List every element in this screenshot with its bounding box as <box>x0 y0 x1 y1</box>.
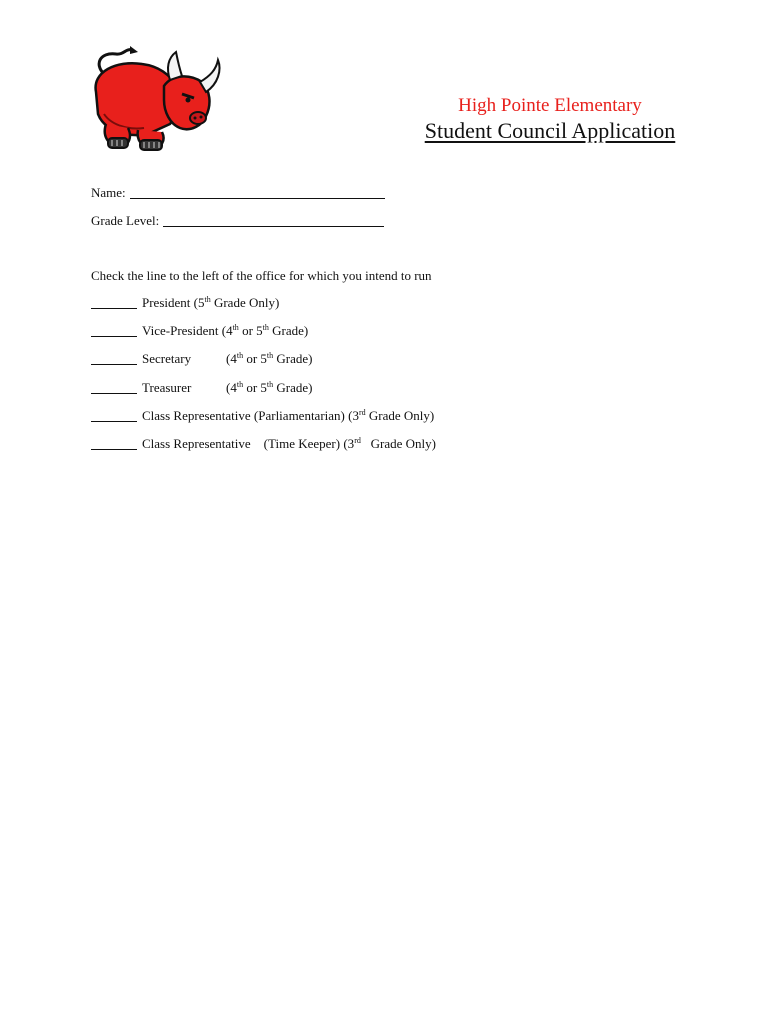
grade-level-input-line[interactable] <box>163 214 384 227</box>
office-option <box>91 351 436 379</box>
instructions-text: Check the line to the left of the office for which you intend to run <box>91 268 432 283</box>
office-option <box>91 408 436 436</box>
name-label: Name: <box>91 185 126 200</box>
grade-level-label: Grade Level: <box>91 213 160 228</box>
office-check-line[interactable] <box>91 409 137 422</box>
office-name: Class Representative (Time Keeper) <box>142 435 344 451</box>
form-title-heading: Student Council Application <box>424 118 676 143</box>
school-name-heading: High Pointe Elementary <box>458 95 642 116</box>
office-check-line[interactable] <box>91 381 137 394</box>
office-option <box>91 323 436 351</box>
office-check-line[interactable] <box>91 324 137 337</box>
office-grade-eligibility: (4th or 5th Grade) <box>221 323 309 339</box>
office-list <box>91 295 436 464</box>
office-check-line[interactable] <box>91 352 137 365</box>
office-check-line[interactable] <box>91 296 137 309</box>
office-grade-eligibility: (4th or 5th Grade) <box>226 351 313 367</box>
office-grade-eligibility: (3rd Grade Only) <box>348 407 435 423</box>
name-field <box>91 185 385 201</box>
office-check-line[interactable] <box>91 437 137 450</box>
office-name: Vice-President <box>142 323 222 339</box>
office-name: Secretary <box>142 351 195 367</box>
office-name: Treasurer <box>142 379 195 395</box>
office-grade-eligibility: (4th or 5th Grade) <box>226 379 313 395</box>
name-input-line[interactable] <box>130 186 385 199</box>
grade-level-field <box>91 213 384 229</box>
red-bull-mascot-icon <box>86 44 226 154</box>
office-option <box>91 436 436 464</box>
office-name: President <box>142 295 194 310</box>
office-name: Class Representative (Parliamentarian) <box>142 407 349 423</box>
office-grade-eligibility: (5th Grade Only) <box>193 295 280 310</box>
office-grade-eligibility: (3rd Grade Only) <box>343 435 436 451</box>
office-option <box>91 295 436 323</box>
office-option <box>91 380 436 408</box>
